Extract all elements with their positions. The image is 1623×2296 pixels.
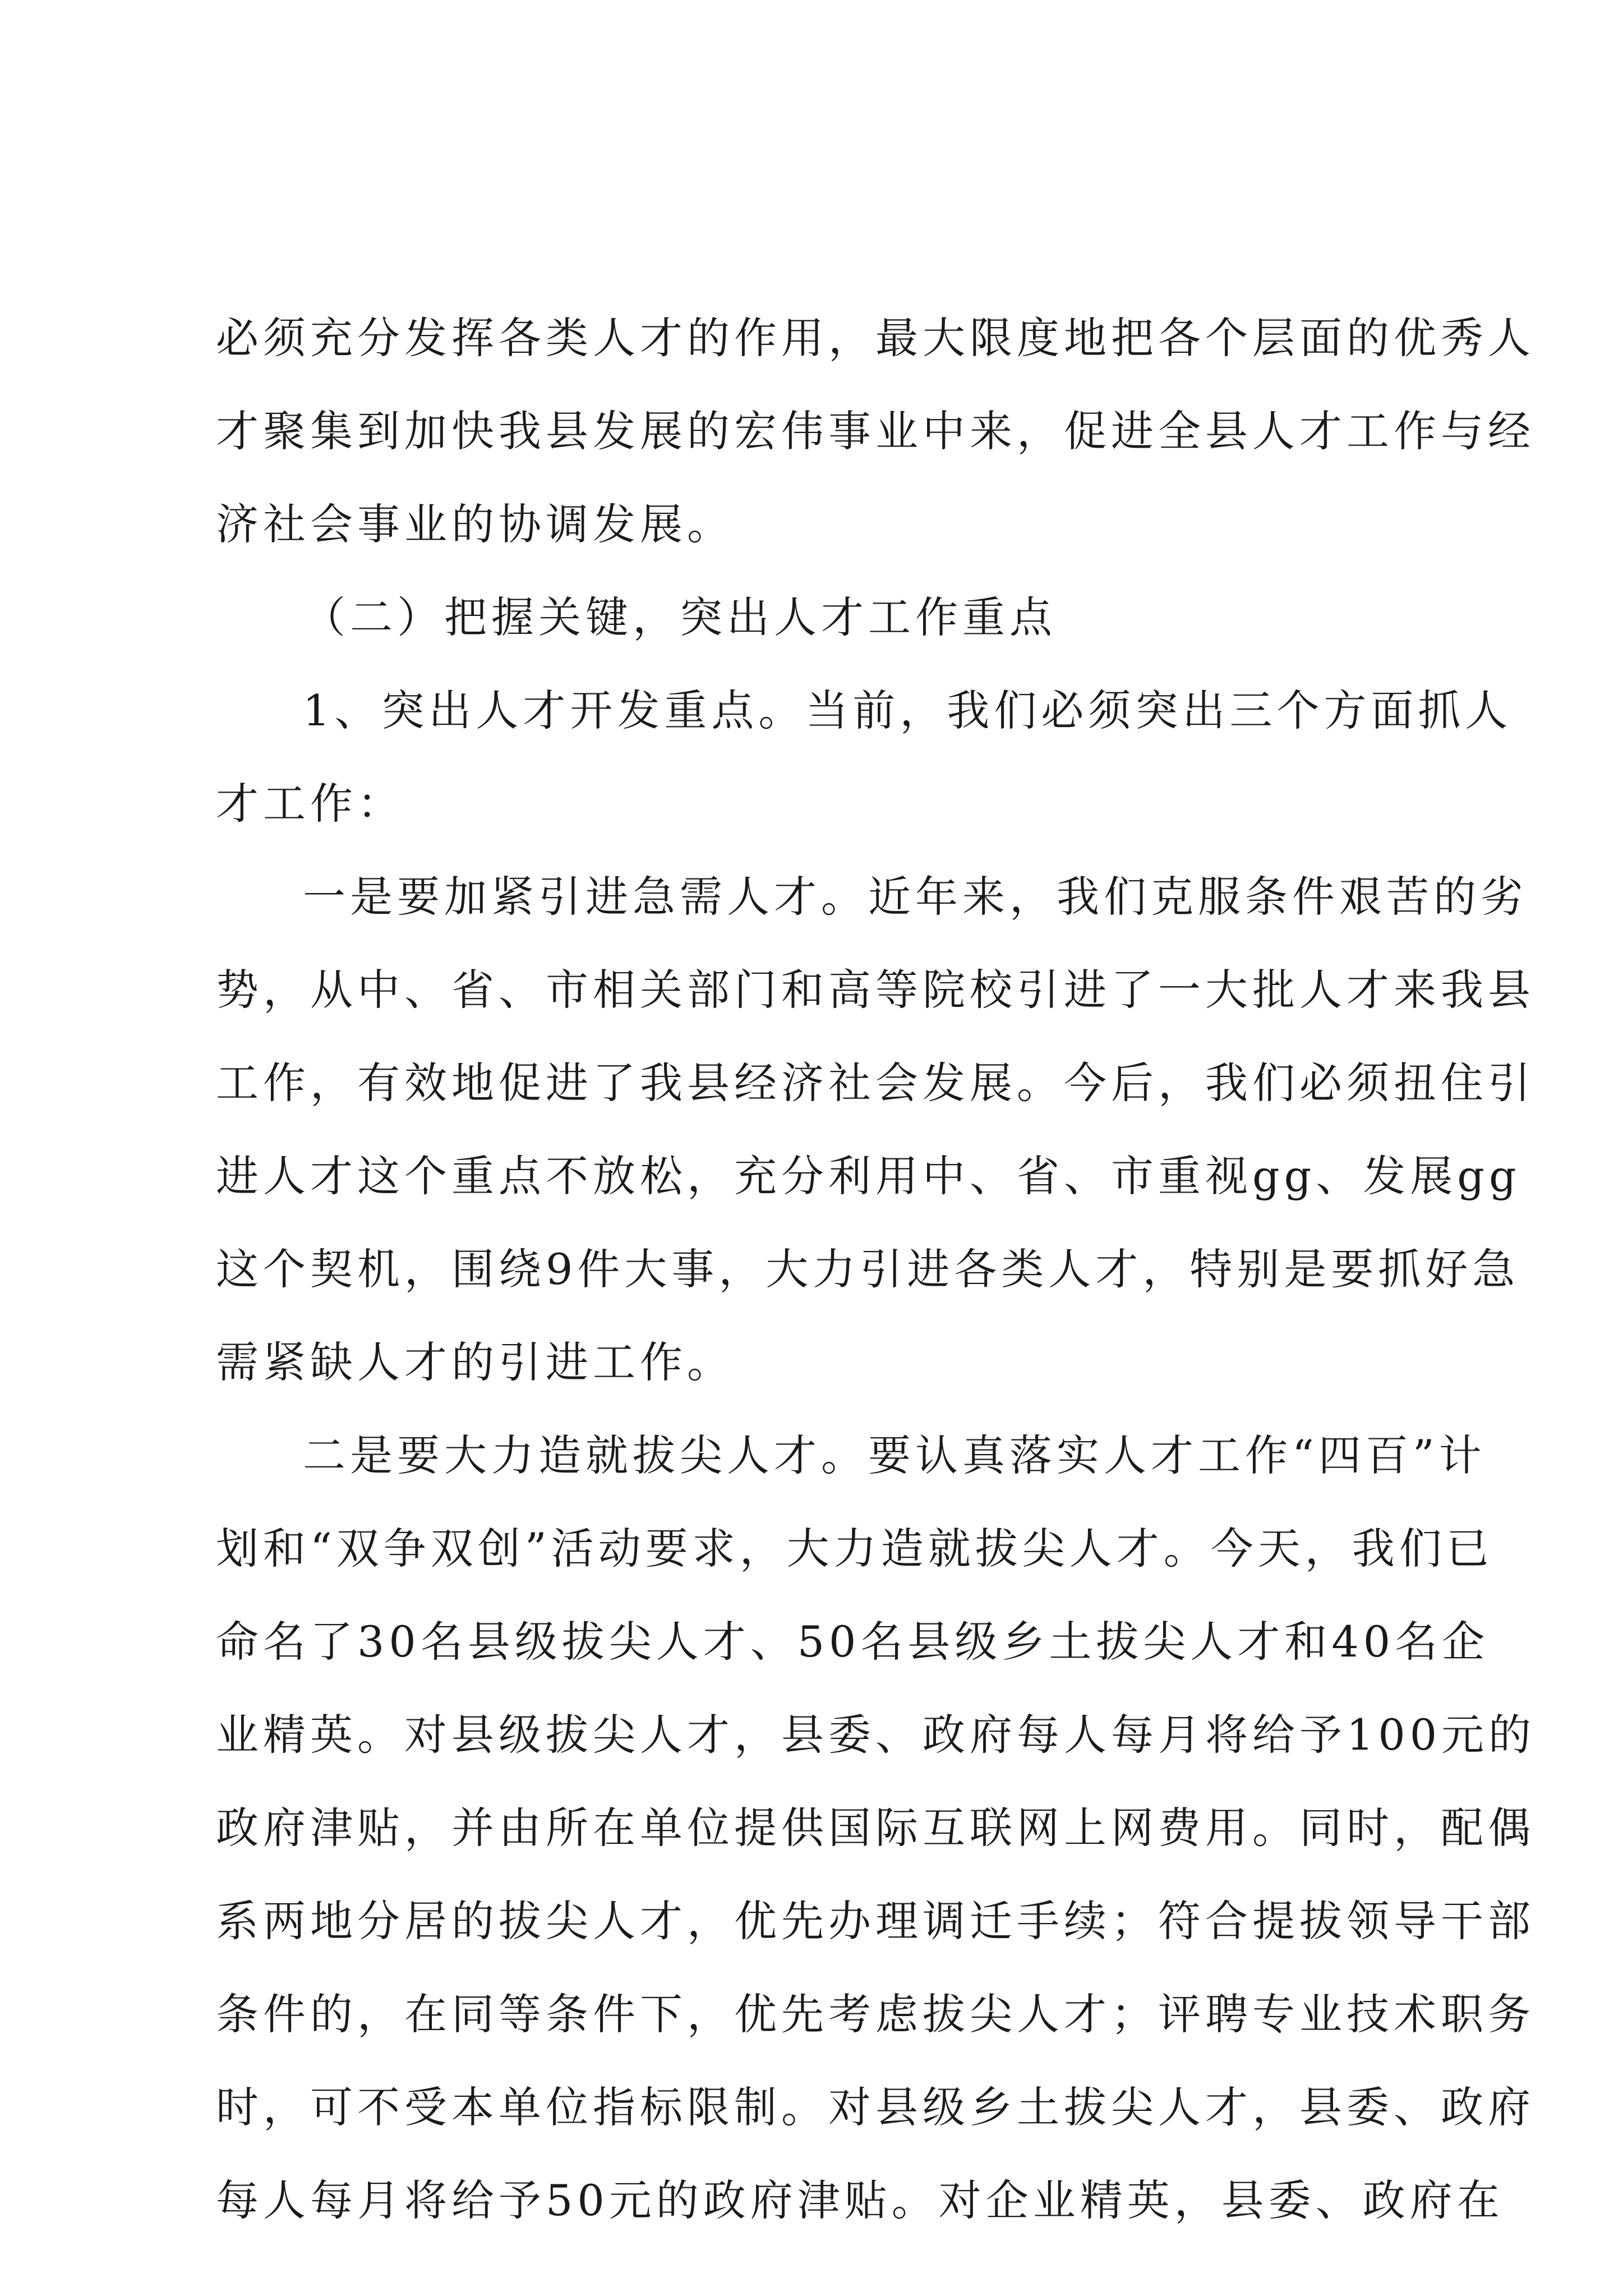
text-line: 必须充分发挥各类人才的作用，最大限度地把各个层面的优秀人 xyxy=(216,313,1535,363)
text-line: 每人每月将给予50元的政府津贴。对企业精英，县委、政府在 xyxy=(216,2175,1504,2225)
text-line: 这个契机，围绕9件大事，大力引进各类人才，特别是要抓好急 xyxy=(216,1244,1520,1294)
text-line: 势，从中、省、市相关部门和高等院校引进了一大批人才来我县 xyxy=(216,965,1535,1015)
text-line: 条件的，在同等条件下，优先考虑拔尖人才；评聘专业技术职务 xyxy=(216,1989,1535,2039)
text-line: 1、突出人才开发重点。当前，我们必须突出三个方面抓人 xyxy=(303,685,1513,735)
text-line: 政府津贴，并由所在单位提供国际互联网上网费用。同时，配偶 xyxy=(216,1803,1535,1853)
text-line: 需紧缺人才的引进工作。 xyxy=(216,1337,734,1387)
text-line: 二是要大力造就拔尖人才。要认真落实人才工作“四百”计 xyxy=(303,1430,1486,1480)
text-line: 工作，有效地促进了我县经济社会发展。今后，我们必须扭住引 xyxy=(216,1058,1535,1108)
text-line: 才工作： xyxy=(216,779,404,829)
text-line: 划和“双争双创”活动要求，大力造就拔尖人才。今天，我们已 xyxy=(216,1524,1493,1573)
text-line: 济社会事业的协调发展。 xyxy=(216,499,734,549)
text-line: 进人才这个重点不放松，充分利用中、省、市重视gg、发展gg xyxy=(216,1151,1521,1201)
text-line: 一是要加紧引进急需人才。近年来，我们克服条件艰苦的劣 xyxy=(303,872,1528,922)
section-heading: （二）把握关键，突出人才工作重点 xyxy=(303,592,1057,642)
text-line: 系两地分居的拔尖人才，优先办理调迁手续；符合提拔领导干部 xyxy=(216,1896,1535,1946)
text-line: 业精英。对县级拔尖人才，县委、政府每人每月将给予100元的 xyxy=(216,1710,1536,1760)
text-line: 时，可不受本单位指标限制。对县级乡土拔尖人才，县委、政府 xyxy=(216,2082,1535,2132)
text-line: 才聚集到加快我县发展的宏伟事业中来，促进全县人才工作与经 xyxy=(216,406,1535,456)
text-line: 命名了30名县级拔尖人才、50名县级乡土拔尖人才和40名企 xyxy=(216,1617,1490,1667)
